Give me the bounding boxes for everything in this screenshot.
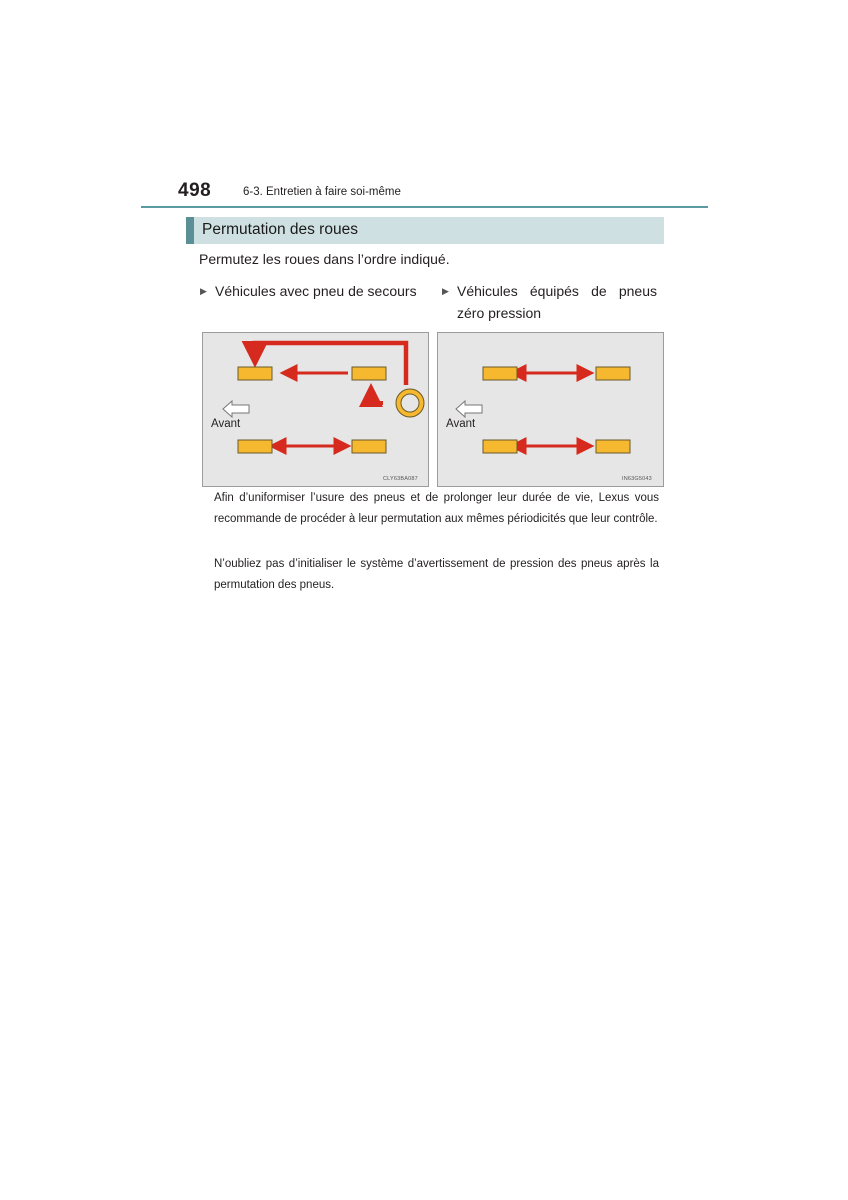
section-heading-bar [186, 217, 664, 244]
bullet-label: Véhicules équipés de pneus zéro pression [457, 283, 657, 321]
tire-front-right [238, 440, 272, 453]
rotation-diagram-spare-graphic [203, 333, 428, 486]
figure-code: IN63G5043 [622, 476, 652, 482]
page-number: 498 [178, 180, 212, 201]
figure-code: CLY63BA087 [383, 476, 418, 482]
header-divider [141, 206, 708, 208]
front-arrow-icon [456, 401, 482, 417]
tire-rear-left [596, 367, 630, 380]
note-paragraph: N’oubliez pas d’initialiser le système d’avertissement de pression des pneus après la permutation des pneus. [214, 558, 659, 591]
triangle-bullet-icon: ▶ [442, 286, 449, 296]
tire-front-left [483, 367, 517, 380]
note-paragraph: Afin d’uniformiser l’usure des pneus et de prolonger leur durée de vie, Lexus vous recommande de procéder à leur permutation aux mêmes périodicités que leur contrôle. [214, 492, 659, 525]
bullet-label: Véhicules avec pneu de secours [215, 283, 417, 299]
front-label: Avant [211, 418, 241, 430]
tire-front-left [238, 367, 272, 380]
front-arrow-icon [223, 401, 249, 417]
tire-rear-left [352, 367, 386, 380]
rotation-diagram-runflat-graphic [438, 333, 663, 486]
section-heading: Permutation des roues [202, 221, 358, 238]
rotation-diagram-spare [202, 332, 429, 487]
front-label: Avant [446, 418, 476, 430]
bullet-runflat [442, 280, 660, 324]
section-title: 6-3. Entretien à faire soi-même [243, 186, 401, 198]
tire-front-right [483, 440, 517, 453]
spare-tire-icon [396, 389, 424, 417]
rotation-arrow [371, 389, 383, 403]
bullet-spare-tire [200, 280, 432, 304]
tire-rear-right [596, 440, 630, 453]
intro-text: Permutez les roues dans l’ordre indiqué. [199, 251, 450, 267]
tire-rear-right [352, 440, 386, 453]
triangle-bullet-icon: ▶ [200, 286, 207, 296]
rotation-diagram-runflat [437, 332, 664, 487]
